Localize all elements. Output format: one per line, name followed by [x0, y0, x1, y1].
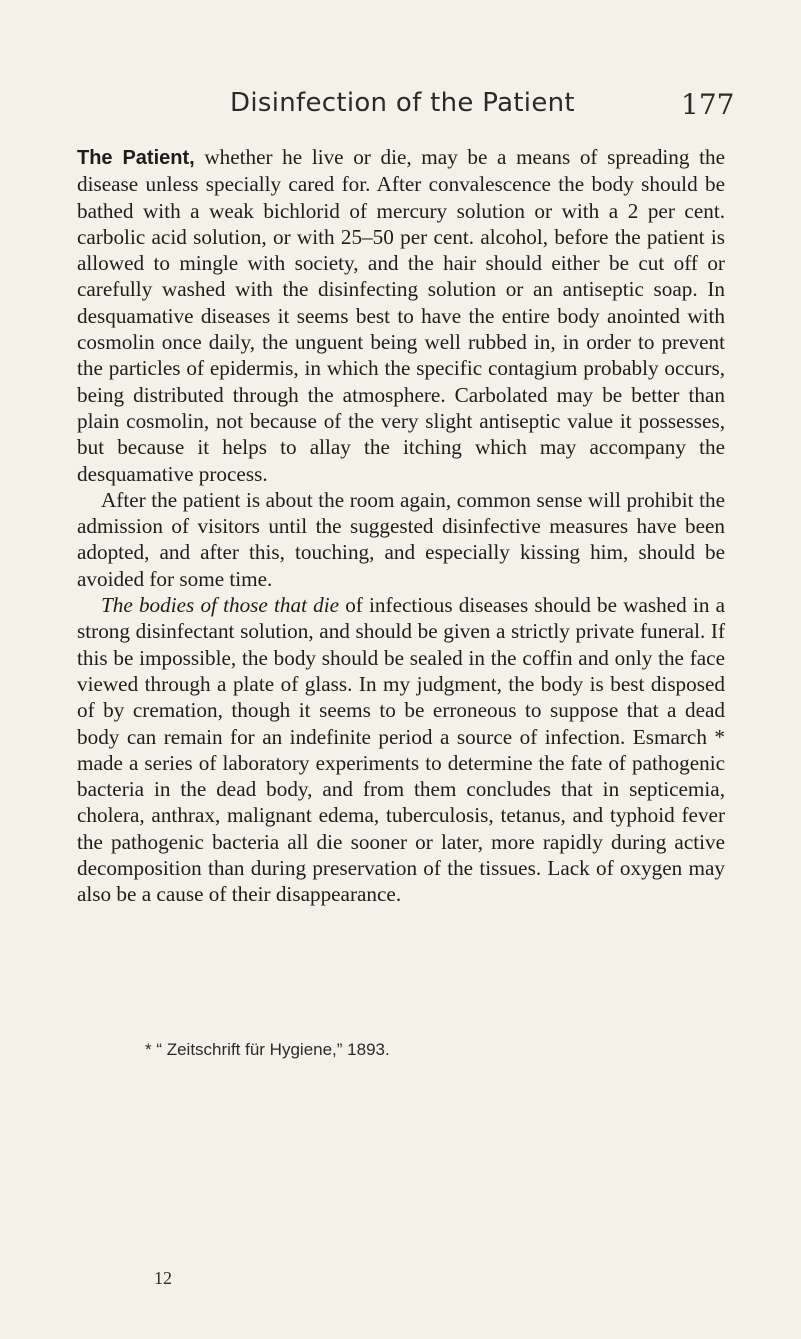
signature-mark: 12 — [154, 1268, 172, 1288]
paragraph-visitors — [77, 487, 725, 592]
paragraph-text: of infectious diseases should be washed in a strong disinfectant solution, and should be given a strictly private funeral. If this be impossible, the body should be sealed in the coffin and only the face viewed through a plate of glass. In my judgment, the body is best disposed of by cremation, though it seems to be erroneous to suppose that a dead body can remain for an indefinite period a source of infection. Esmarch * made a series of laboratory experiments to determine the fate of pathogenic bacteria in the dead body, and from them concludes that in septicemia, cholera, anthrax, malignant edema, tuberculosis, tetanus, and typhoid fever the pathogenic bacteria all die sooner or later, more rapidly during active decomposition than during preservation of the tissues. Lack of oxygen may also be a cause of their disappearance. — [77, 593, 725, 907]
page-number: 177 — [681, 88, 735, 121]
paragraph-text: After the patient is about the room again, common sense will prohibit the admission of visitors until the suggested disinfective measures have been adopted, and after this, touching, and especially kissing him, should be avoided for some time. — [77, 487, 725, 591]
footnote: * “ Zeitschrift für Hygiene,” 1893. — [145, 1040, 390, 1059]
paragraph-text: whether he live or die, may be a means of spreading the disease unless specially cared for. After convalescence the body should be bathed with a weak bichlorid of mercury solution or with a 2 per cent. carbolic acid solution, or with 25–50 per cent. alcohol, before the patient is allowed to mingle with society, and the hair should either be cut off or carefully washed with the disinfecting solution or an antiseptic soap. In desquamative diseases it seems best to have the entire body anointed with cosmolin once daily, the unguent being well rubbed in, in order to prevent the particles of epidermis, in which the specific contagium probably occurs, being distributed through the atmosphere. Carbolated may be better than plain cosmolin, not because of the very slight antiseptic value it possesses, but because it helps to allay the itching which may accompany the desquamative process. — [77, 145, 725, 486]
body-text — [77, 144, 725, 908]
paragraph-patient — [77, 144, 725, 487]
running-title: Disinfection of the Patient — [230, 88, 575, 118]
paragraph-lead-in: The Patient, — [77, 147, 195, 169]
paragraph-bodies — [77, 592, 725, 908]
paragraph-lead-in: The bodies of those that die — [101, 593, 340, 618]
